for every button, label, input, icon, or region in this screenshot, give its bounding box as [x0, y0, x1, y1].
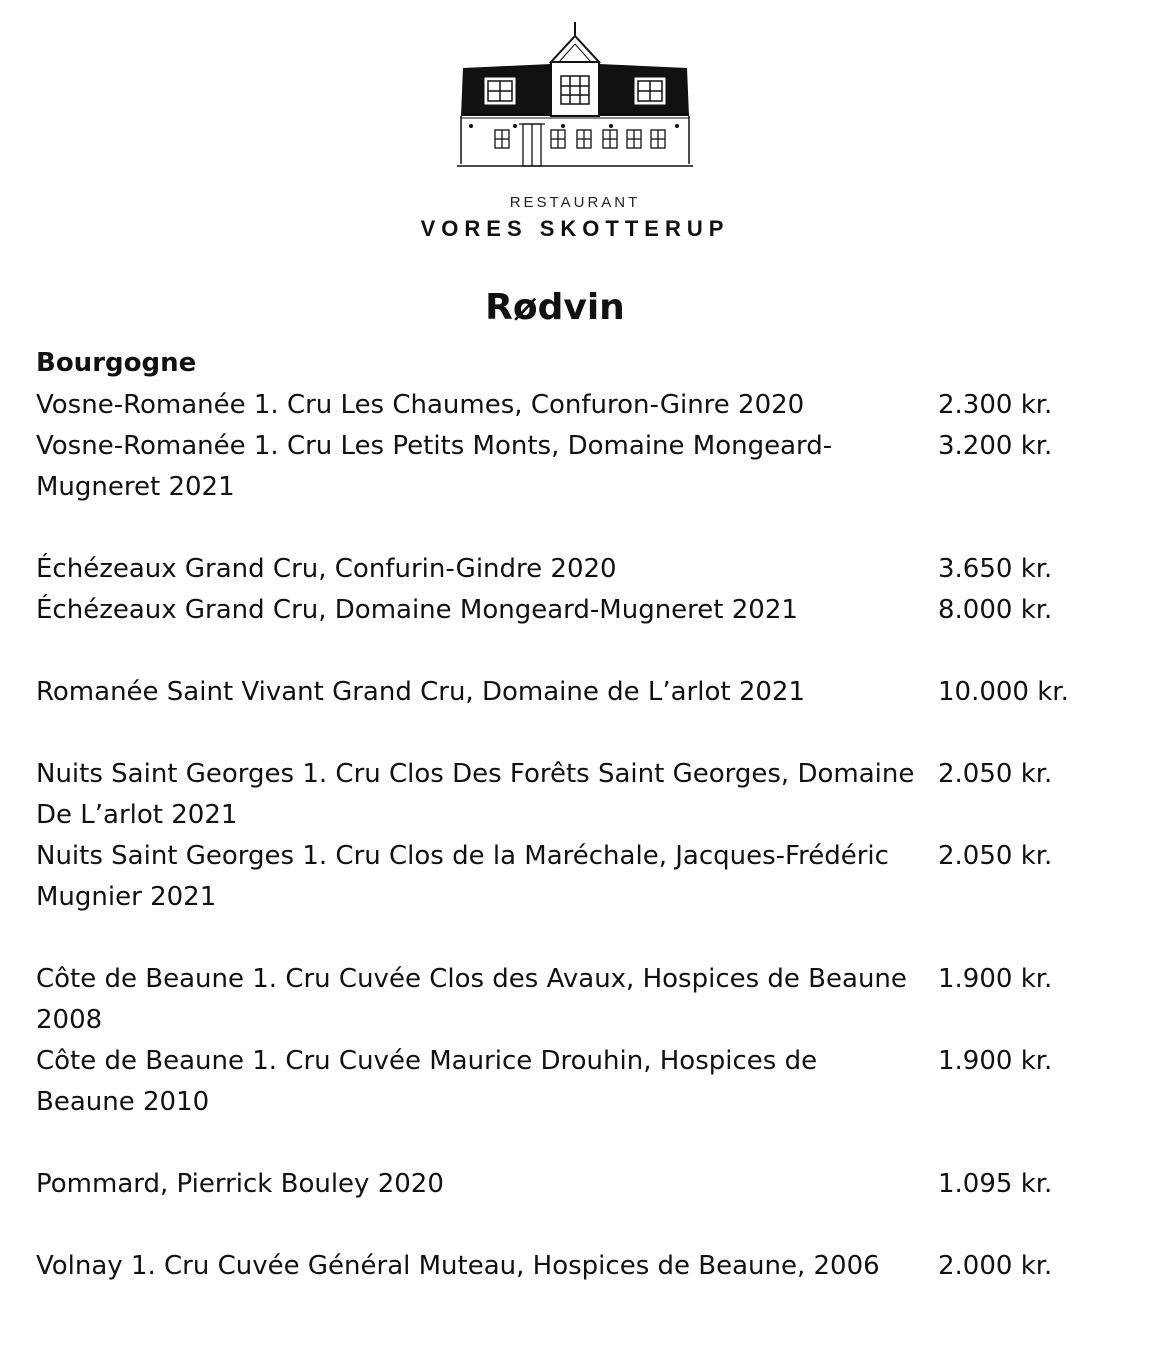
- spacer: [36, 918, 1116, 959]
- section-title: Rødvin: [485, 287, 625, 328]
- wine-price: 1.095 kr.: [938, 1169, 1053, 1199]
- wine-price: 2.300 kr.: [938, 390, 1053, 420]
- wine-name: Romanée Saint Vivant Grand Cru, Domaine de L’arlot 2021: [36, 677, 806, 707]
- list-item: [36, 1041, 1116, 1123]
- wine-name: Nuits Saint Georges 1. Cru Clos de la Maréchale, Jacques-Frédéric Mugnier 2021: [36, 841, 889, 912]
- spacer: [36, 631, 1116, 672]
- wine-price: 8.000 kr.: [938, 595, 1053, 625]
- wine-price: 2.050 kr.: [938, 841, 1053, 871]
- list-item: [36, 959, 1116, 1041]
- wine-name: Vosne-Romanée 1. Cru Les Petits Monts, Domaine Mongeard-Mugneret 2021: [36, 431, 833, 502]
- restaurant-logo: [0, 20, 1150, 242]
- list-item: [36, 1164, 1116, 1205]
- wine-price: 1.900 kr.: [938, 1046, 1053, 1076]
- wine-name: Échézeaux Grand Cru, Confurin-Gindre 2020: [36, 554, 617, 584]
- wine-name: Échézeaux Grand Cru, Domaine Mongeard-Mugneret 2021: [36, 595, 798, 625]
- wine-price: 3.650 kr.: [938, 554, 1053, 584]
- spacer: [36, 1123, 1116, 1164]
- wine-price: 3.200 kr.: [938, 431, 1053, 461]
- wine-price: 2.050 kr.: [938, 759, 1053, 789]
- wine-name: Vosne-Romanée 1. Cru Les Chaumes, Confuron-Ginre 2020: [36, 390, 805, 420]
- spacer: [36, 713, 1116, 754]
- wine-name: Volnay 1. Cru Cuvée Général Muteau, Hospices de Beaune, 2006: [36, 1251, 880, 1281]
- wine-name: Côte de Beaune 1. Cru Cuvée Maurice Drouhin, Hospices de Beaune 2010: [36, 1046, 818, 1117]
- list-item: [36, 1246, 1116, 1287]
- list-item: [36, 385, 1116, 426]
- list-item: [36, 836, 1116, 918]
- wine-price: 2.000 kr.: [938, 1251, 1053, 1281]
- wine-list: [36, 344, 1116, 1287]
- spacer: [36, 508, 1116, 549]
- list-item: [36, 672, 1116, 713]
- wine-price: 10.000 kr.: [938, 677, 1069, 707]
- wine-name: Pommard, Pierrick Bouley 2020: [36, 1169, 444, 1199]
- wine-price: 1.900 kr.: [938, 964, 1053, 994]
- house-icon: [455, 20, 695, 170]
- list-item: [36, 549, 1116, 590]
- list-item: [36, 754, 1116, 836]
- list-item: [36, 426, 1116, 508]
- wine-name: Nuits Saint Georges 1. Cru Clos Des Forêts Saint Georges, Domaine De L’arlot 2021: [36, 759, 915, 830]
- logo-subtitle: RESTAURANT: [509, 194, 641, 211]
- region-heading: Bourgogne: [36, 348, 197, 378]
- list-item: [36, 590, 1116, 631]
- logo-name: VORES SKOTTERUP: [420, 216, 730, 241]
- wine-name: Côte de Beaune 1. Cru Cuvée Clos des Avaux, Hospices de Beaune 2008: [36, 964, 907, 1035]
- spacer: [36, 1205, 1116, 1246]
